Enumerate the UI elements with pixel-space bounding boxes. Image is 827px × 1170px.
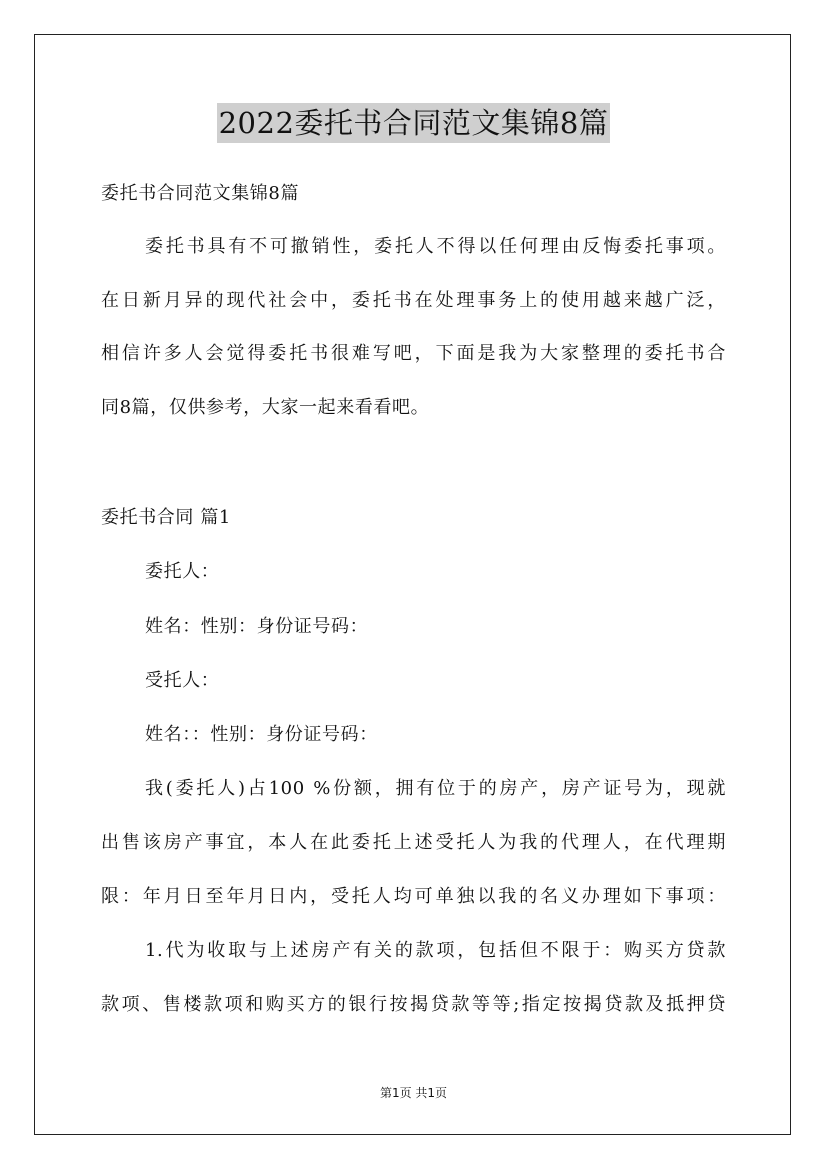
field-label-principal: 委托人： bbox=[145, 561, 220, 582]
title-container bbox=[0, 103, 827, 143]
paragraph-line: 出售该房产事宜，本人在此委托上述受托人为我的代理人，在代理期 bbox=[101, 832, 726, 853]
section-heading: 委托书合同 篇1 bbox=[101, 507, 231, 528]
field-line-agent-info: 姓名：：性别：身份证号码： bbox=[145, 724, 378, 745]
paragraph-line: 限：年月日至年月日内，受托人均可单独以我的名义办理如下事项： bbox=[101, 886, 726, 907]
paragraph-line: 款项、售楼款项和购买方的银行按揭贷款等等;指定按揭贷款及抵押贷 bbox=[101, 994, 726, 1015]
paragraph-line: 我(委托人)占100 %份额，拥有位于的房产，房产证号为，现就 bbox=[145, 778, 726, 799]
paragraph-line: 相信许多人会觉得委托书很难写吧，下面是我为大家整理的委托书合 bbox=[101, 343, 726, 364]
page-footer: 第1页 共1页 bbox=[379, 1086, 448, 1100]
paragraph-line: 1.代为收取与上述房产有关的款项，包括但不限于：购买方贷款 bbox=[145, 940, 726, 961]
paragraph-line: 在日新月异的现代社会中，委托书在处理事务上的使用越来越广泛， bbox=[101, 290, 726, 311]
document-title: 2022委托书合同范文集锦8篇 bbox=[217, 103, 611, 143]
paragraph-line: 同8篇，仅供参考，大家一起来看看吧。 bbox=[101, 397, 430, 418]
field-label-agent: 受托人： bbox=[145, 670, 220, 691]
paragraph-line: 委托书具有不可撤销性，委托人不得以任何理由反悔委托事项。 bbox=[145, 236, 726, 257]
field-line-principal-info: 姓名：性别：身份证号码： bbox=[145, 616, 369, 637]
subtitle-line: 委托书合同范文集锦8篇 bbox=[101, 183, 300, 204]
